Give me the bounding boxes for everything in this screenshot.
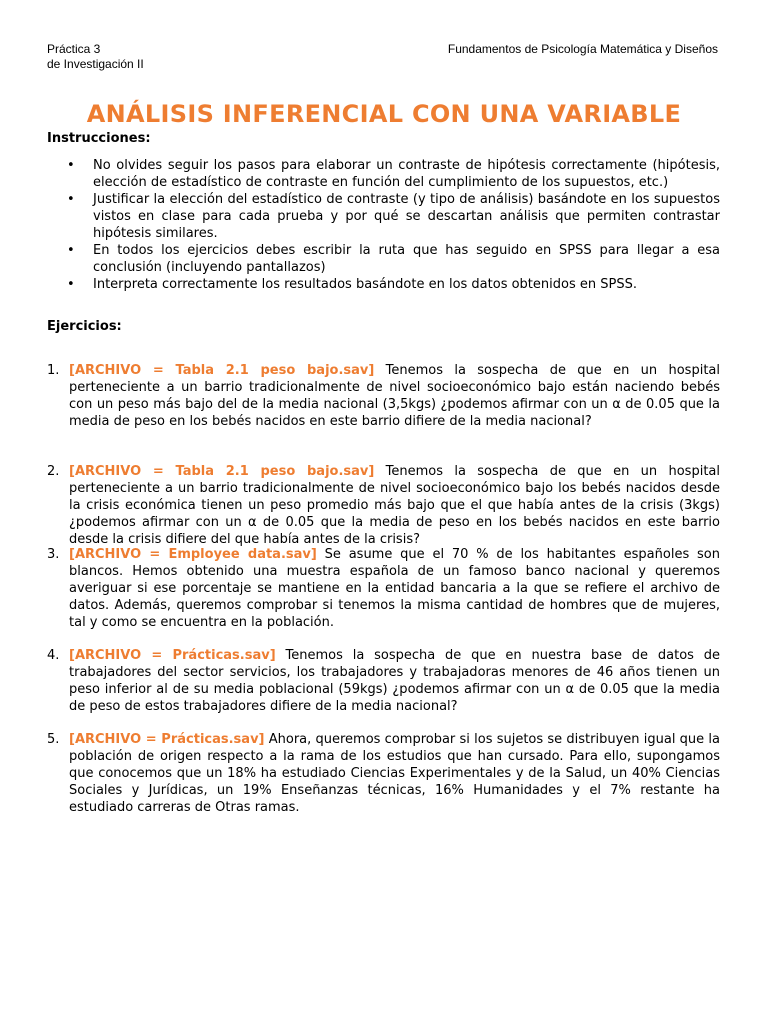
exercise-item — [47, 362, 720, 430]
exercise-text: Tenemos la sospecha de que en nuestra base de datos de trabajadores del sector servicios, los trabajadores y trabajadoras menores de 46 años tienen un peso inferior al de su media poblacional (59kgs) ¿podemos afirmar con un α de 0.05 que la media de peso de estos trabajadores difiere de la media nacional? — [69, 648, 721, 714]
exercise-item — [47, 546, 720, 631]
exercise-body — [69, 546, 720, 631]
exercise-file-reference: [ARCHIVO = Tabla 2.1 peso bajo.sav] — [69, 363, 375, 378]
exercise-text: Tenemos la sospecha de que en un hospital perteneciente a un barrio tradicionalmente de nivel socioeconómico bajo los bebés nacidos desde la crisis económica tienen un peso promedio más bajo que el que había antes de la crisis (3kgs) ¿podemos afirmar con un α de 0.05 que la media de peso en los bebés nacidos en este barrio desde la crisis difiere del que había antes de la crisis? — [69, 464, 720, 547]
exercises-heading: Ejercicios: — [47, 319, 122, 334]
exercise-item — [47, 731, 720, 816]
exercise-number: 4. — [47, 648, 60, 663]
instruction-text: En todos los ejercicios debes escribir la ruta que has seguido en SPSS para llegar a esa conclusión (incluyendo pantallazos) — [93, 243, 720, 275]
header-course-line2: de Investigación II — [47, 57, 144, 71]
exercise-file-reference: [ARCHIVO = Prácticas.sav] — [69, 648, 276, 663]
exercise-number: 2. — [47, 464, 60, 479]
exercise-number: 3. — [47, 547, 60, 562]
exercise-text: Tenemos la sospecha de que en un hospital perteneciente a un barrio tradicionalmente de nivel socioeconómico bajo están naciendo bebés con un peso más bajo del de la media nacional (3,5kgs) ¿podemos afirmar con un α de 0.05 que la media de peso en los bebés nacidos en este barrio difiere de la media nacional? — [69, 363, 720, 429]
exercise-text: Ahora, queremos comprobar si los sujetos se distribuyen igual que la población de origen respecto a la rama de los estudios que han cursado. Para ello, supongamos que conocemos que un 18% ha estudiado Ciencias Experimentales y de la Salud, un 40% Ciencias Sociales y Jurídicas, un 19% Enseñanzas técnicas, 16% Humanidades y el 7% restante ha estudiado carreras de Otras ramas. — [69, 732, 720, 815]
exercise-body — [69, 647, 720, 715]
exercise-body — [69, 463, 720, 548]
exercise-text: Se asume que el 70 % de los habitantes españoles son blancos. Hemos obtenido una muestra española de un famoso banco nacional y queremos averiguar si ese porcentaje se mantiene en la entidad bancaria a la que se refiere el archivo de datos. Además, queremos comprobar si tenemos la misma cantidad de hombres que de mujeres, tal y como se encuentra en la población. — [69, 547, 720, 630]
exercise-number: 5. — [47, 732, 60, 747]
bullet-icon: • — [67, 243, 75, 258]
instruction-text: No olvides seguir los pasos para elaborar un contraste de hipótesis correctamente (hipótesis, elección de estadístico de contraste en función del cumplimiento de los supuestos, etc.) — [93, 158, 720, 190]
instruction-text: Interpreta correctamente los resultados basándote en los datos obtenidos en SPSS. — [93, 277, 637, 292]
exercise-file-reference: [ARCHIVO = Tabla 2.1 peso bajo.sav] — [69, 464, 375, 479]
header-course-line1: Práctica 3 — [47, 42, 101, 56]
instructions-list — [47, 157, 720, 293]
bullet-icon: • — [67, 277, 75, 292]
instruction-item — [47, 276, 720, 293]
exercise-item — [47, 647, 720, 715]
exercise-number: 1. — [47, 363, 60, 378]
exercise-body — [69, 362, 720, 430]
document-title: ANÁLISIS INFERENCIAL CON UNA VARIABLE — [86, 100, 682, 128]
instructions-heading: Instrucciones: — [47, 131, 151, 146]
header-subject: Fundamentos de Psicología Matemática y Diseños — [447, 42, 718, 56]
exercise-file-reference: [ARCHIVO = Prácticas.sav] — [69, 732, 265, 747]
exercise-body — [69, 731, 720, 816]
instruction-item — [47, 242, 720, 276]
exercise-file-reference: [ARCHIVO = Employee data.sav] — [69, 547, 317, 562]
exercise-item — [47, 463, 720, 548]
instruction-text: Justificar la elección del estadístico de contraste (y tipo de análisis) basándote en los supuestos vistos en clase para cada prueba y por qué se descartan análisis que permiten contrastar hipótesis similares. — [93, 192, 720, 241]
header-left — [47, 42, 144, 72]
bullet-icon: • — [67, 192, 75, 207]
bullet-icon: • — [67, 158, 75, 173]
instruction-item — [47, 157, 720, 191]
instruction-item — [47, 191, 720, 242]
